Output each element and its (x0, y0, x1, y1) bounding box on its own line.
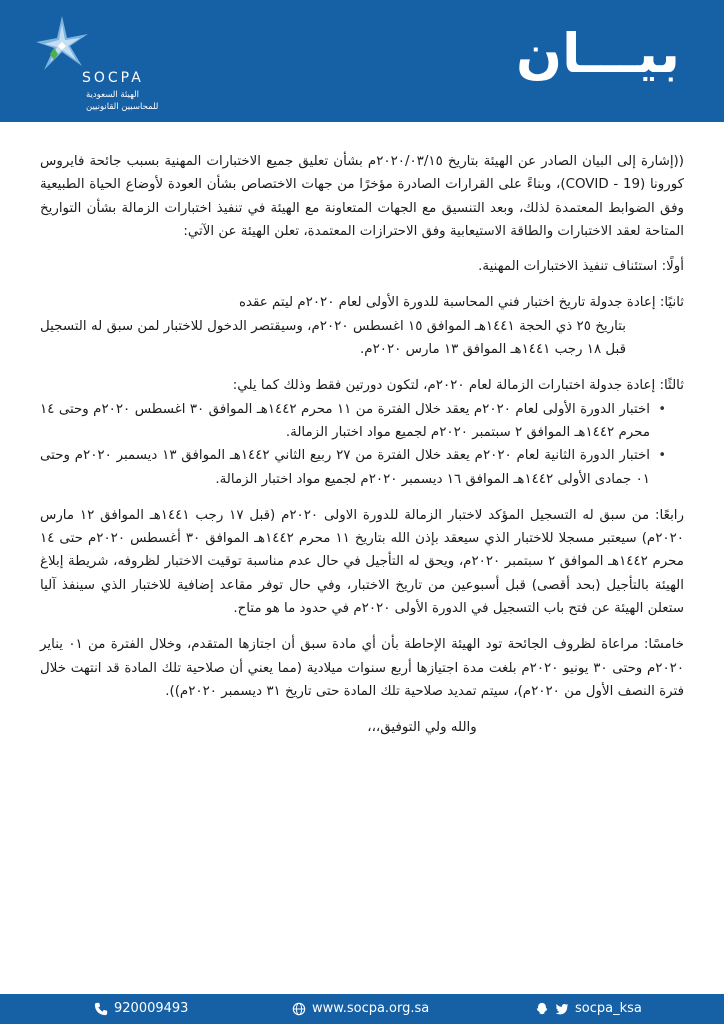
point-second-rest: بتاريخ ٢٥ ذي الحجة ١٤٤١هـ الموافق ١٥ اغسطس ٢٠٢٠م، وسيقتصر الدخول للاختبار لمن سبق له التسجيل قبل ١٨ رجب ١٤٤١هـ الموافق ١٣ مارس ٢٠٢٠م. (40, 318, 626, 358)
footer-social-text: socpa_ksa (575, 1001, 642, 1016)
footer-social[interactable] (535, 1001, 642, 1016)
point-third (40, 374, 684, 490)
point-third-lead: ثالثًا: إعادة جدولة اختبارات الزمالة لعام ٢٠٢٠م، لتكون دورتين فقط وذلك كما يلي: (232, 378, 684, 394)
globe-icon (292, 1002, 306, 1016)
point-second-lead: ثانيًا: إعادة جدولة تاريخ اختبار فني المحاسبة للدورة الأولى لعام ٢٠٢٠م ليتم عقده (238, 295, 684, 311)
logo-text-ar-line2: للمحاسبين القانونيين (86, 102, 159, 112)
intro-paragraph: ((إشارة إلى البيان الصادر عن الهيئة بتاريخ ٢٠٢٠/٠٣/١٥م بشأن تعليق جميع الاختبارات المهنية بسبب جائحة فايروس كورونا (COVID - 19)، وبناءً على القرارات الصادرة مؤخرًا من جهات الاختصاص بشأن العودة لأوضاع الحياة الطبيعية وفق الضوابط المعتمدة لذلك، وبعد التنسيق مع الجهات المتعاونة مع الهيئة في تنفيذ اختبارات الزمالة بشأن التواريخ المتاحة لعقد الاختبارات والطاقة الاستيعابية وفق الاحترازات المعتمدة، تعلن الهيئة عن الآتي: (40, 154, 684, 239)
list-item: • اختبار الدورة الأولى لعام ٢٠٢٠م يعقد خلال الفترة من ١١ محرم ١٤٤٢هـ الموافق ٣٠ اغسطس ٢٠٢٠م وحتى ١٤ محرم ١٤٤٢هـ الموافق ٢ سبتمبر ٢٠٢٠م لجميع مواد اختبار الزمالة. (40, 398, 670, 445)
point-third-bullets (40, 398, 684, 491)
footer-phone-text: 920009493 (114, 1001, 189, 1016)
footer-bar (0, 994, 724, 1024)
header-banner (0, 0, 724, 122)
logo-text-ar-line1: الهيئة السعودية (86, 90, 139, 100)
page-title: بيـــان (515, 22, 680, 85)
footer-phone[interactable] (94, 1001, 188, 1016)
phone-icon (94, 1002, 108, 1016)
closing-line: والله ولي التوفيق،،، (367, 720, 477, 736)
list-item: • اختبار الدورة الثانية لعام ٢٠٢٠م يعقد خلال الفترة من ٢٧ ربيع الثاني ١٤٤٢هـ الموافق ١٣ ديسمبر ٢٠٢٠م وحتى ٠١ جمادى الأولى ١٤٤٢هـ الموافق ١٦ ديسمبر ٢٠٢٠م لجميع مواد اختبار الزمالة. (40, 444, 670, 491)
socpa-logo (26, 12, 166, 112)
footer-website-text: www.socpa.org.sa (312, 1001, 430, 1016)
point-fifth: خامسًا: مراعاة لظروف الجائحة تود الهيئة الإحاطة بأن أي مادة سبق أن اجتازها المتقدم، وخلال الفترة من ٠١ يناير ٢٠٢٠م وحتى ٣٠ يونيو ٢٠٢٠م بلغت مدة اجتيازها أربع سنوات ميلادية (مما يعني أن صلاحية تلك المادة قد انتهت خلال فترة النصف الأول من ٢٠٢٠م)، سيتم تمديد صلاحية تلك المادة حتى تاريخ ٣١ ديسمبر ٢٠٢٠م)). (40, 637, 685, 699)
logo-text-en: SOCPA (82, 70, 144, 86)
point-second (40, 291, 684, 361)
point-fourth: رابعًا: من سبق له التسجيل المؤكد لاختبار الزمالة للدورة الاولى ٢٠٢٠م (قبل ١٧ رجب ١٤٤١هـ الموافق ١٢ مارس ٢٠٢٠م) سيعتبر مسجلا للاختبار الذي سيعقد بإذن الله بتاريخ ١١ محرم ١٤٤٢هـ الموافق ٣٠ أغسطس ٢٠٢٠م حتى ١٤ محرم ١٤٤٢هـ الموافق ٢ سبتمبر ٢٠٢٠م، ويحق له التأجيل في حال عدم مناسبة توقيت الاختبار لظروفه، شريطة إبلاغ الهيئة بالتأجيل (بحد أقصى) قبل أسبوعين من تاريخ الاختبار، وفي حال توفر مقاعد إضافية للاختبار الذي سينفذ آليا ستعلن الهيئة عن فتح باب التسجيل في الدورة الأولى ٢٠٢٠م في حدود ما هو متاح. (40, 507, 684, 617)
point-first: أولًا: استئناف تنفيذ الاختبارات المهنية. (478, 259, 684, 275)
statement-body (40, 150, 684, 740)
footer-website[interactable] (292, 1001, 429, 1016)
socpa-star-logo-icon (32, 14, 92, 78)
snapchat-icon (535, 1002, 549, 1016)
twitter-icon (555, 1002, 569, 1016)
